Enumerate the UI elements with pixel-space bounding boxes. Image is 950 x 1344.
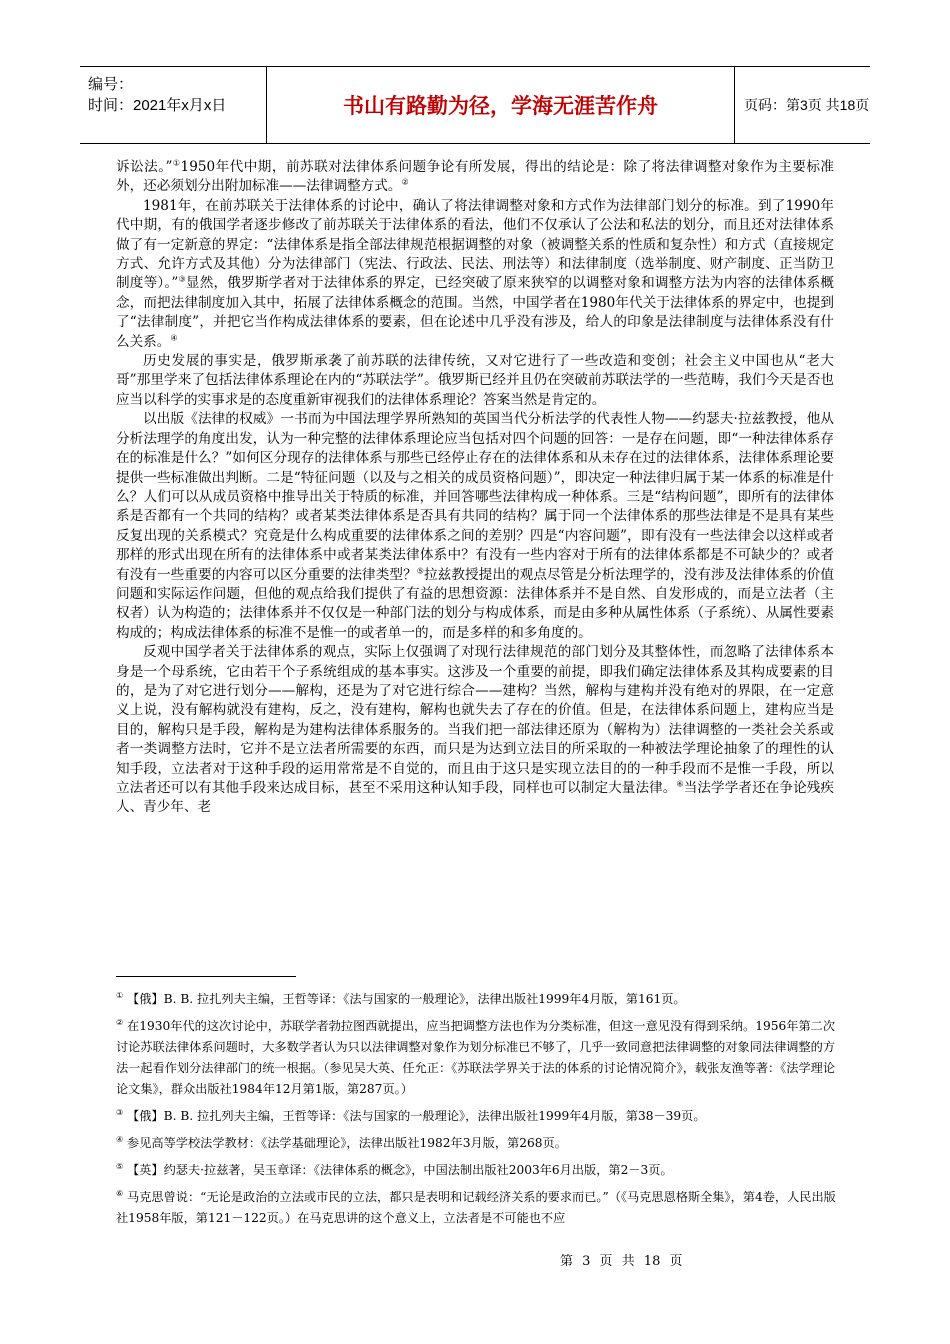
number-label: 编号：	[88, 76, 134, 93]
footnote-ref: ⑥	[676, 779, 684, 789]
paragraph: 1981年，在前苏联关于法律体系的讨论中，确认了将法律调整对象和方式作为法律部门划分的标准。到了1990年代中期，有的俄国学者逐步修改了前苏联关于法律体系的看法，他们不仅承认了公法和私法的划分，而且还对法律体系做了有一定新意的界定：“法律体系是指全部法律规范根据调整的对象（被调整关系的性质和复杂性）和方式（直接规定方式、允许方式及其他）分为法律部门（宪法、行政法、民法、刑法等）和法律制度（选举制度、财产制度、正当防卫制度等）。”③显然，俄罗斯学者对于法律体系的界定，已经突破了原来狭窄的以调整对象和调整方法为内容的法律体系概念，而把法律制度加入其中，拓展了法律体系概念的范围。当然，中国学者在1980年代关于法律体系的界定中，也提到了“法律制度”，并把它当作构成法律体系的要素，但在论述中几乎没有涉及，给人的印象是法律制度与法律体系没有什么关系。④	[116, 197, 835, 350]
footnote: ④ 参见高等学校法学教材：《法学基础理论》，法律出版社1982年3月版，第268页。	[116, 1134, 567, 1150]
footnote-ref: ②	[401, 177, 409, 187]
paragraph: 历史发展的事实是，俄罗斯承袭了前苏联的法律传统，又对它进行了一些改造和变创；社会主义中国也从“老大哥”那里学来了包括法律体系理论在内的“苏联法学”。俄罗斯已经并且仍在突破前苏联法学的一些范畴，我们今天是否也应当以科学的实事求是的态度重新审视我们的法律体系理论？答案当然是肯定的。	[116, 353, 834, 408]
page-number: 第 3 页 共 18 页	[560, 1254, 683, 1269]
page-header	[80, 66, 870, 144]
footnote: ① 【俄】B. B. 拉扎列夫主编，王哲等译：《法与国家的一般理论》，法律出版社1999年4月版，第161页。	[116, 990, 686, 1006]
paragraph: 反观中国学者关于法律体系的观点，实际上仅强调了对现行法律规范的部门划分及其整体性，而忽略了法律体系本身是一个母系统，它由若干个子系统组成的基本事实。这涉及一个重要的前提，即我们确定法律体系及其构成要素的目的，是为了对它进行划分——解构，还是为了对它进行综合——建构？当然，解构与建构并没有绝对的界限，在一定意义上说，没有解构就没有建构，反之，没有建构，解构也就失去了存在的价值。但是，在法律体系问题上，建构应当是目的，解构只是手段，解构是为建构法律体系服务的。当我们把一部法律还原为（解构为）法律调整的一类社会关系或者一类调整方法时，它并不是立法者所需要的东西，而只是为达到立法目的所采取的一种被法学理论抽象了的理性的认知手段，立法者对于这种手段的运用常常是不自觉的，而且由于这只是实现立法目的的一种手段而不是惟一手段，所以立法者还可以有其他手段来达成目标，甚至不采用这种认知手段，同样也可以制定大量法律。⑥当法学学者还在争论残疾人、青少年、老	[116, 644, 835, 816]
footnote-ref: ③	[178, 274, 186, 284]
footnote: ⑥ 马克思曾说：“无论是政治的立法或市民的立法，都只是表明和记载经济关系的要求而已。”（《马克思恩格斯全集》，第4卷，人民出版社1958年版，第121－122页。）在马克思讲的这个意义上，立法者是不可能也不应	[116, 1188, 836, 1225]
paragraph: 诉讼法。”①1950年代中期，前苏联对法律体系问题争论有所发展，得出的结论是：除了将法律调整对象作为主要标准外，还必须划分出附加标准——法律调整方式。②	[116, 158, 835, 195]
time-label: 时间：2021年x月x日	[88, 97, 227, 114]
paragraph: 以出版《法律的权威》一书而为中国法理学界所熟知的英国当代分析法学的代表性人物——约瑟夫·拉兹教授，他从分析法理学的角度出发，认为一种完整的法律体系理论应当包括对四个问题的回答：一是存在问题，即“一种法律体系存在的标准是什么？”如何区分现存的法律体系与那些已经停止存在的法律体系和从未存在过的法律体系，法律体系理论要提供一些标准做出判断。二是“特征问题（以及与之相关的成员资格问题）”，即决定一种法律归属于某一体系的标准是什么？人们可以从成员资格中推导出关于特质的标准，并回答哪些法律构成一种体系。三是“结构问题”，即所有的法律体系是否都有一个共同的结构？或者某类法律体系是否具有共同的结构？属于同一个法律体系的那些法律是不是具有某些反复出现的关系模式？究竟是什么构成重要的法律体系之间的差别？四是“内容问题”，即有没有一些法律会以这样或者那样的形式出现在所有的法律体系中或者某类法律体系中？有没有一些内容对于所有的法律体系都是不可缺少的？或者有没有一些重要的内容可以区分重要的法律类型？⑤拉兹教授提出的观点尽管是分析法理学的，没有涉及法律体系的价值问题和实际运作问题，但他的观点给我们提供了有益的思想资源：法律体系并不是自然、自发形成的，而是立法者（主权者）认为构造的；法律体系并不仅仅是一种部门法的划分与构成体系，而是由多种从属性体系（子系统）、从属性要素构成的；构成法律体系的标准不是惟一的或者单一的，而是多样的和多角度的。	[116, 411, 834, 641]
footnote-ref: ①	[172, 158, 181, 168]
footnotes	[116, 989, 836, 1235]
header-meta	[80, 67, 267, 143]
footnote: ③ 【俄】B. B. 拉扎列夫主编，王哲等译：《法与国家的一般理论》，法律出版社1999年4月版，第38－39页。	[116, 1107, 706, 1123]
footnote: ⑤ 【英】约瑟夫·拉兹著，吴玉章译：《法律体系的概念》，中国法制出版社2003年6月出版，第2－3页。	[116, 1161, 673, 1177]
footnote-ref: ④	[170, 333, 178, 343]
main-text	[116, 158, 834, 818]
header-motto: 书山有路勤为径，学海无涯苦作舟	[267, 67, 735, 143]
header-page-info: 页码：第3页 共18页	[744, 97, 870, 113]
footnote: ② 在1930年代的这次讨论中，苏联学者勃拉图西就提出，应当把调整方法也作为分类标准，但这一意见没有得到采纳。1956年第二次讨论苏联法律体系问题时，大多数学者认为只以法律调整对象作为划分标准已不够了，几乎一致同意把法律调整的对象同法律调整的方法一起看作划分法律部门的统一根据。（参见吴大英、任允正：《苏联法学界关于法的体系的讨论情况简介》，载张友渔等著：《法学理论论文集》，群众出版社1984年12月第1版，第287页。）	[116, 1017, 836, 1096]
footnote-divider	[116, 976, 296, 977]
footnote-ref: ⑤	[416, 566, 424, 575]
